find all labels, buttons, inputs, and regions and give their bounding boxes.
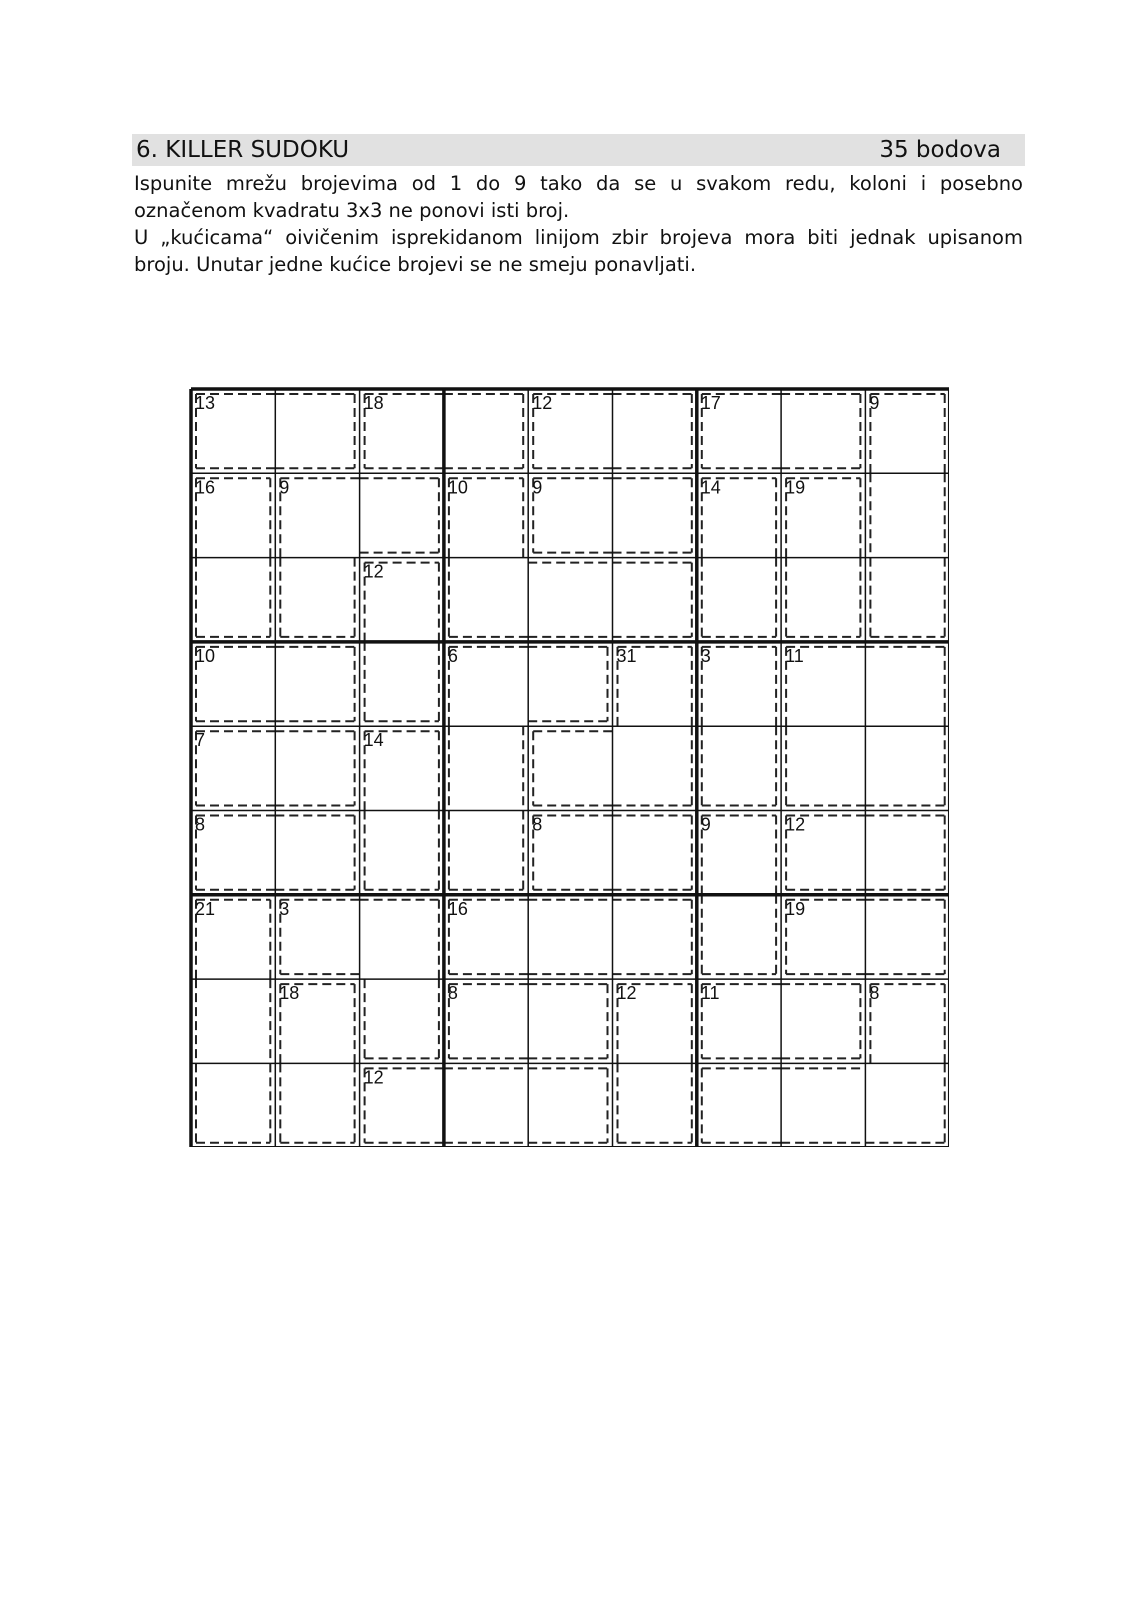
- sudoku-cell[interactable]: [865, 895, 949, 979]
- sudoku-cell[interactable]: [275, 389, 359, 473]
- sudoku-cell[interactable]: [444, 558, 528, 642]
- sudoku-cell[interactable]: [781, 558, 865, 642]
- sudoku-cell[interactable]: [781, 389, 865, 473]
- killer-sudoku-grid: [189, 387, 949, 1147]
- task-title: 6. KILLER SUDOKU: [136, 137, 350, 163]
- cage-sum: 8: [532, 814, 543, 835]
- cage-sum: 8: [447, 983, 458, 1004]
- cage-sum: 31: [616, 645, 637, 666]
- instructions: [134, 170, 1023, 278]
- sudoku-cell[interactable]: [613, 558, 697, 642]
- sudoku-cell[interactable]: [528, 895, 612, 979]
- cage-sum: 11: [785, 645, 804, 666]
- sudoku-cell[interactable]: [444, 389, 528, 473]
- sudoku-cell[interactable]: [865, 1063, 949, 1147]
- sudoku-cell[interactable]: [275, 558, 359, 642]
- cage-sum: 9: [869, 393, 880, 413]
- cage-sum: 12: [532, 393, 553, 413]
- instruction-line: Ispunite mrežu brojevima od 1 do 9 tako da se u svakom redu, koloni i posebno: [134, 172, 1023, 195]
- cage-sum: 14: [700, 477, 721, 498]
- sudoku-cell[interactable]: [191, 558, 275, 642]
- cage-sum: 9: [279, 477, 290, 498]
- cage-sum: 12: [616, 983, 637, 1004]
- sudoku-cell[interactable]: [191, 1063, 275, 1147]
- sudoku-cell[interactable]: [275, 726, 359, 810]
- task-points: 35 bodova: [879, 137, 1001, 163]
- cage-sum: 8: [195, 814, 206, 835]
- cage-sum: 3: [279, 898, 290, 919]
- cage-sum: 9: [532, 477, 543, 498]
- sudoku-cell[interactable]: [865, 558, 949, 642]
- sudoku-cell[interactable]: [697, 1063, 781, 1147]
- cage-sum: 7: [195, 730, 206, 751]
- sudoku-cell[interactable]: [697, 895, 781, 979]
- cage-sum: 21: [195, 898, 216, 919]
- sudoku-cell[interactable]: [528, 642, 612, 726]
- sudoku-cell[interactable]: [613, 473, 697, 557]
- task-header: [132, 134, 1025, 166]
- sudoku-cell[interactable]: [613, 1063, 697, 1147]
- sudoku-cell[interactable]: [613, 895, 697, 979]
- sudoku-cell[interactable]: [781, 726, 865, 810]
- sudoku-cell[interactable]: [613, 389, 697, 473]
- cage-sum: 12: [785, 814, 806, 835]
- sudoku-cell[interactable]: [444, 1063, 528, 1147]
- cage-sum: 14: [363, 730, 384, 751]
- sudoku-cell[interactable]: [865, 726, 949, 810]
- cage-sum: 12: [363, 561, 384, 582]
- sudoku-cell[interactable]: [275, 1063, 359, 1147]
- sudoku-cell[interactable]: [865, 811, 949, 895]
- sudoku-cell[interactable]: [613, 726, 697, 810]
- cage-sum: 18: [279, 983, 300, 1004]
- cage-sum: 3: [700, 645, 711, 666]
- sudoku-cell[interactable]: [360, 895, 444, 979]
- sudoku-cell[interactable]: [444, 726, 528, 810]
- sudoku-cell[interactable]: [528, 1063, 612, 1147]
- cage-sum: 13: [195, 393, 216, 413]
- cage-sum: 8: [869, 983, 880, 1004]
- sudoku-cell[interactable]: [781, 979, 865, 1063]
- cage-sum: 10: [447, 477, 468, 498]
- sudoku-cell[interactable]: [865, 473, 949, 557]
- sudoku-cell[interactable]: [191, 979, 275, 1063]
- sudoku-cell[interactable]: [360, 811, 444, 895]
- sudoku-cell[interactable]: [697, 726, 781, 810]
- instruction-line: U „kućicama“ oivičenim isprekidanom linijom zbir brojeva mora biti jednak upisanom: [134, 226, 1023, 249]
- cage-sum: 10: [195, 645, 216, 666]
- sudoku-cell[interactable]: [865, 642, 949, 726]
- sudoku-cell[interactable]: [275, 811, 359, 895]
- sudoku-cell[interactable]: [528, 979, 612, 1063]
- sudoku-cell[interactable]: [781, 1063, 865, 1147]
- sudoku-cell[interactable]: [697, 558, 781, 642]
- sudoku-cell[interactable]: [444, 811, 528, 895]
- sudoku-cell[interactable]: [528, 558, 612, 642]
- sudoku-cell[interactable]: [360, 473, 444, 557]
- sudoku-cell[interactable]: [275, 642, 359, 726]
- sudoku-cell[interactable]: [360, 979, 444, 1063]
- cage-sum: 11: [700, 983, 720, 1004]
- cage-sum: 16: [447, 898, 468, 919]
- instruction-line: broju. Unutar jedne kućice brojevi se ne smeju ponavljati.: [134, 253, 697, 276]
- cage-sum: 17: [700, 393, 721, 413]
- cage-sum: 19: [785, 898, 806, 919]
- cage-sum: 12: [363, 1067, 384, 1088]
- sudoku-cell[interactable]: [360, 642, 444, 726]
- cage-sum: 16: [195, 477, 216, 498]
- instruction-line: označenom kvadratu 3x3 ne ponovi isti broj.: [134, 199, 570, 222]
- sudoku-cell[interactable]: [528, 726, 612, 810]
- cage-sum: 19: [785, 477, 806, 498]
- sudoku-cell[interactable]: [613, 811, 697, 895]
- cage-sum: 18: [363, 393, 384, 413]
- cage-sum: 6: [447, 645, 458, 666]
- cage-sum: 9: [700, 814, 711, 835]
